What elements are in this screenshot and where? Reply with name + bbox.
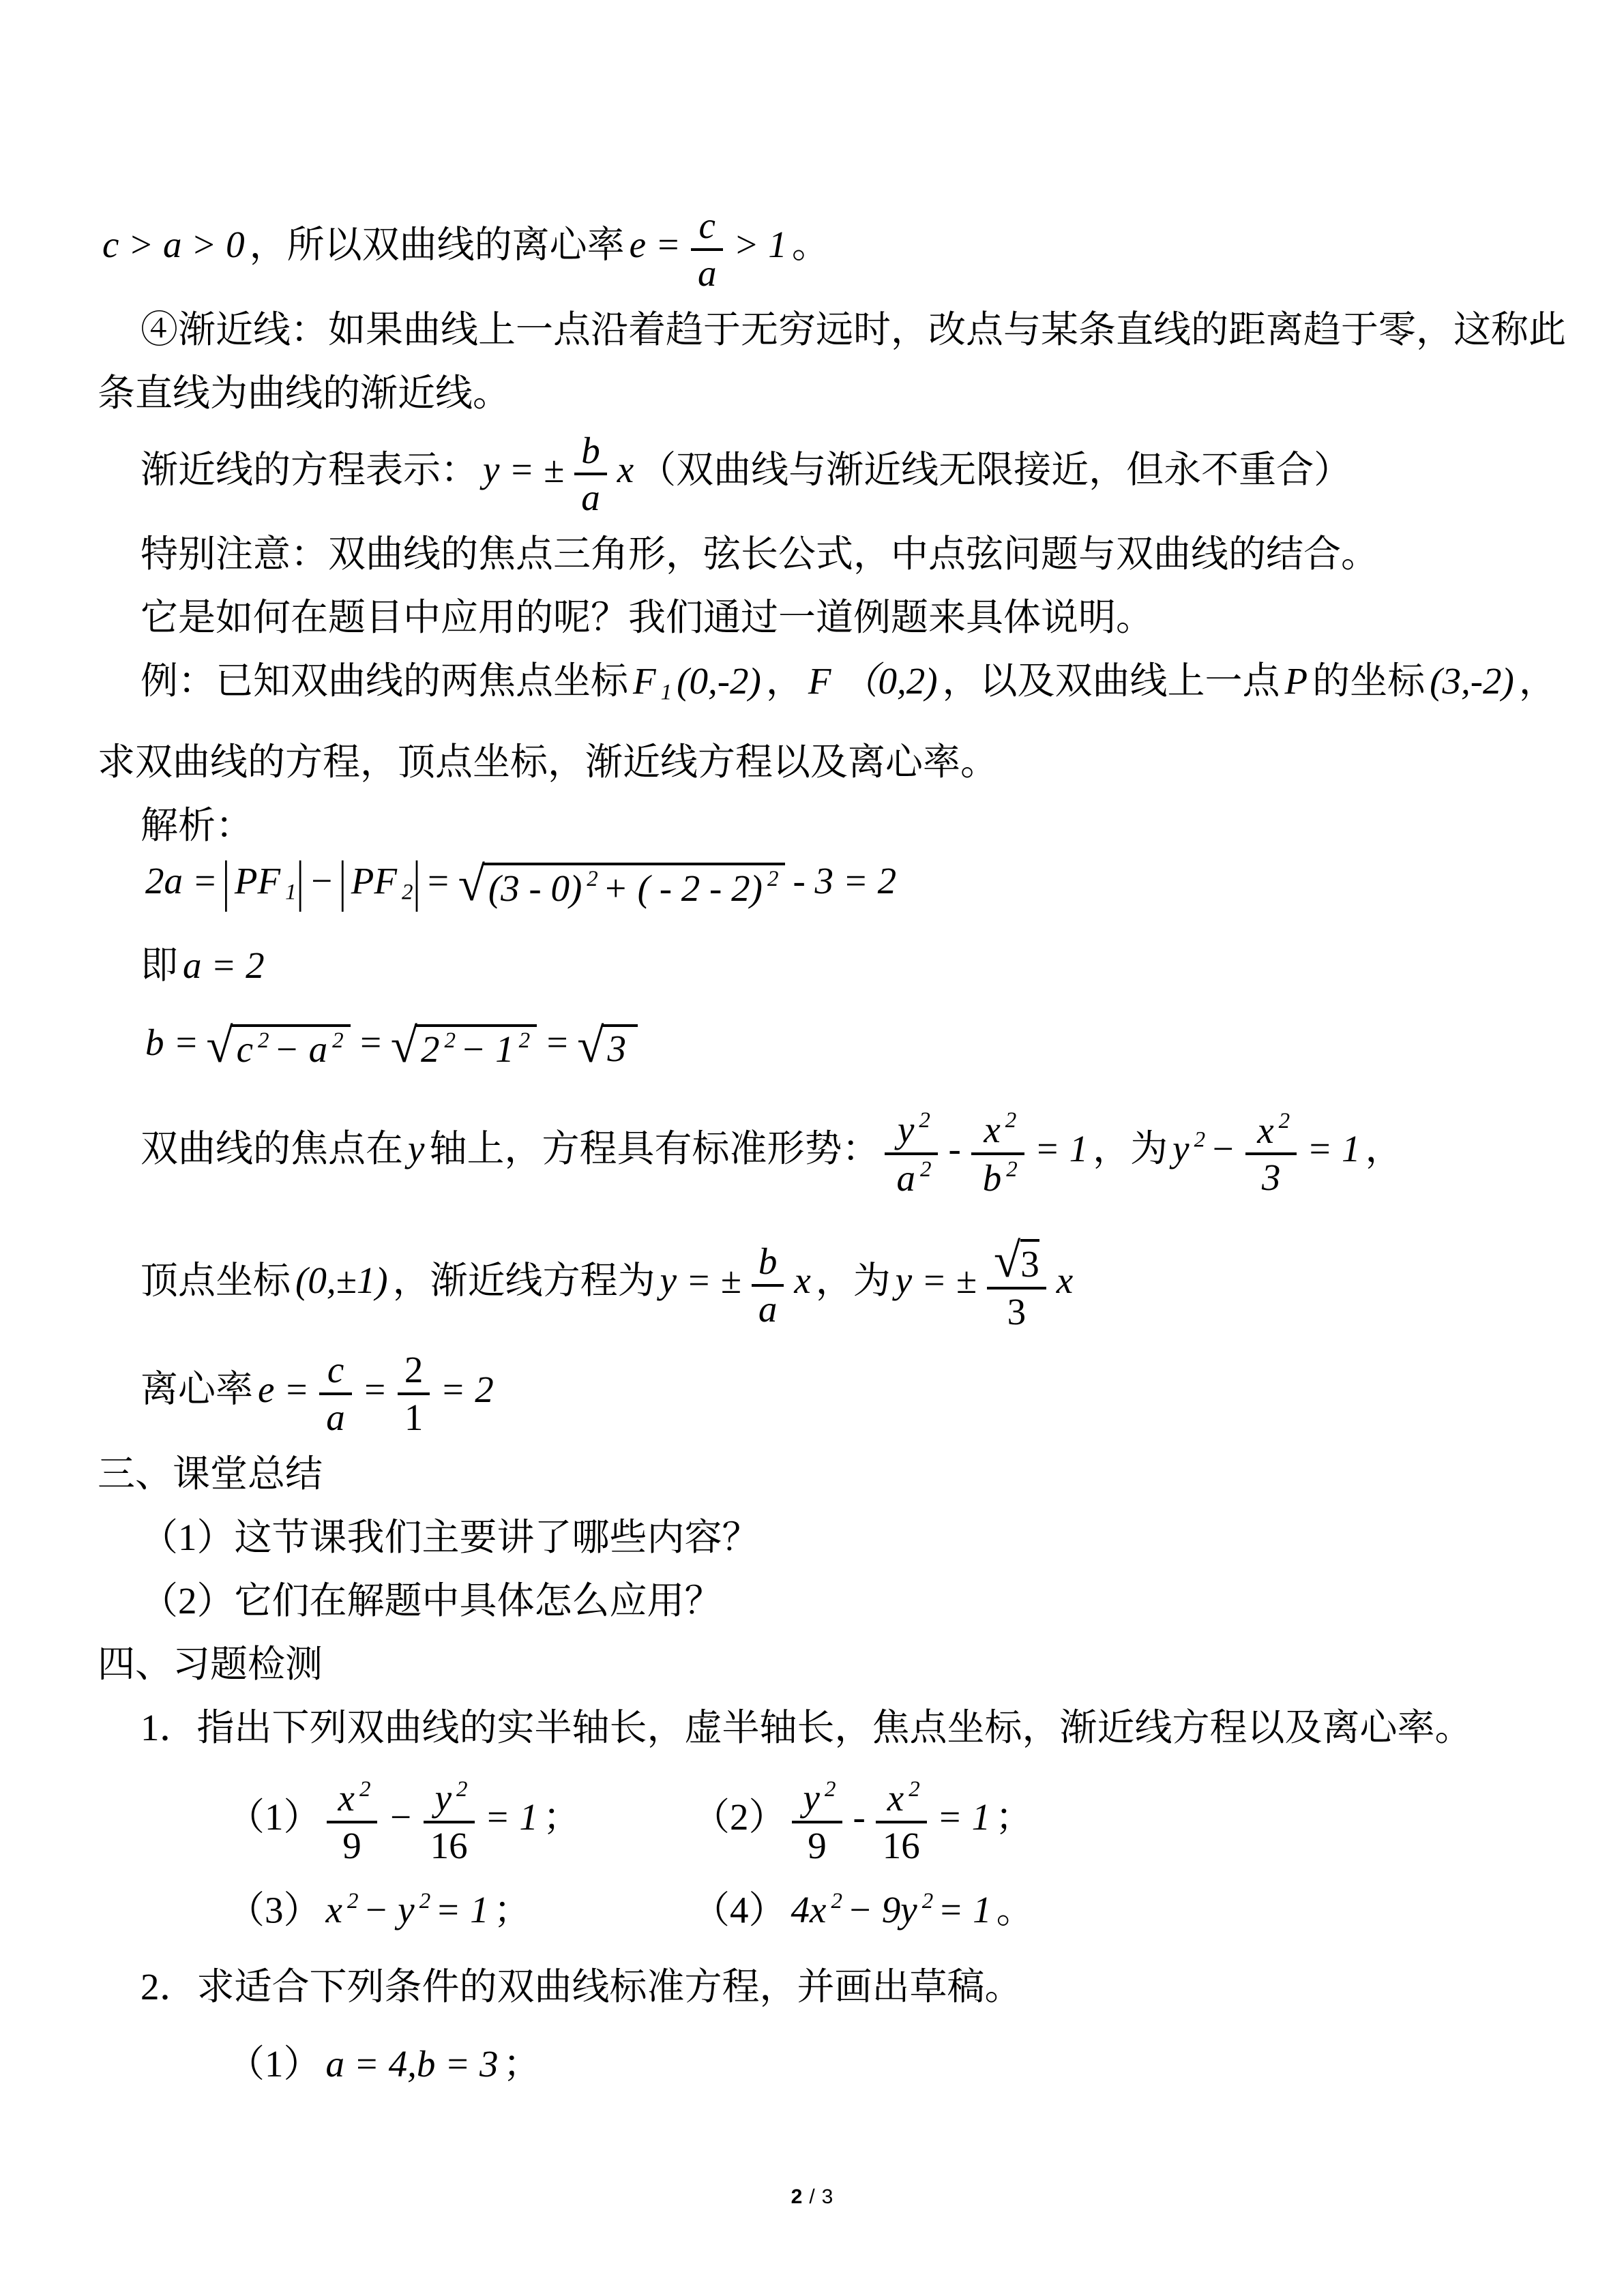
numerator: c: [319, 1349, 352, 1395]
numerator: b: [574, 430, 607, 476]
denominator: 1: [404, 1397, 424, 1439]
radicand: 3: [1020, 1239, 1039, 1285]
fraction: [691, 205, 724, 293]
exercise-item-3: [98, 1888, 692, 1931]
math-run: −: [387, 1795, 413, 1838]
math-run: PF: [351, 860, 397, 902]
exercise-row-1: [98, 1776, 1529, 1866]
superscript: 2: [831, 1888, 842, 1913]
text-run: 。: [996, 1889, 1034, 1931]
subscript: 1: [285, 880, 297, 905]
abs-bar: |: [222, 850, 230, 912]
radicand: [482, 863, 786, 909]
paragraph-summary-q1: [98, 1516, 1529, 1558]
text-run: 特别注意：双曲线的焦点三角形，弦长公式，中点弦问题与双曲线的结合。: [141, 533, 1379, 575]
math-run: x: [794, 1259, 811, 1302]
exercise-item-2: [692, 1776, 1033, 1866]
math-run: c > a > 0: [102, 224, 245, 266]
math-run: (3 - 0): [488, 867, 582, 909]
text-run: 。: [791, 224, 829, 266]
math-run: y: [803, 1777, 820, 1819]
fraction: [987, 1233, 1046, 1332]
text-run: ，: [1365, 1128, 1403, 1170]
paragraph-exercise-2-prompt: [98, 1968, 1529, 2006]
math-run: a: [896, 1157, 915, 1199]
superscript: 2: [767, 867, 779, 892]
math-run: y = ±: [660, 1259, 741, 1302]
math-run: −: [1210, 1128, 1236, 1170]
radical-sign: √: [390, 1019, 418, 1073]
denominator: 9: [342, 1825, 361, 1866]
paragraph-standard-form: [98, 1107, 1529, 1197]
denominator: [971, 1155, 1024, 1198]
text-run: 条直线为曲线的渐近线。: [98, 372, 511, 414]
superscript: 2: [456, 1776, 468, 1802]
math-run: y = ±: [483, 448, 565, 490]
math-run: =: [425, 860, 451, 902]
superscript: 2: [518, 1028, 531, 1053]
fraction: [319, 1349, 352, 1437]
text-run: 1．指出下列双曲线的实半轴长，虚半轴长，焦点坐标，渐近线方程以及离心率。: [141, 1706, 1473, 1748]
radical: [458, 857, 786, 912]
numerator: b: [752, 1240, 784, 1287]
math-run: = 2: [440, 1368, 494, 1410]
text-run: ；: [995, 1795, 1033, 1838]
paragraph-exercise-1-prompt: [98, 1706, 1529, 1748]
page-number: [0, 2186, 1624, 2209]
superscript: 2: [919, 1108, 930, 1133]
denominator: [885, 1155, 938, 1198]
superscript: 2: [359, 1776, 371, 1802]
equation-2a: [98, 850, 1529, 912]
item-label: （1）: [227, 1795, 321, 1838]
paragraph-example-statement-line2: [98, 741, 1529, 784]
math-run: = 1: [435, 1889, 489, 1931]
math-run: -: [948, 1128, 961, 1170]
math-run: (3,-2): [1430, 660, 1514, 702]
numerator: [1245, 1108, 1297, 1155]
text-run: ④渐近线：如果曲线上一点沿着趋于无穷远时，改点与某条直线的距离趋于零，这称此: [141, 308, 1567, 351]
math-run: −: [460, 1028, 486, 1071]
fraction: [424, 1776, 475, 1866]
math-run: x: [984, 1108, 1001, 1150]
radical-sign: √: [458, 857, 485, 912]
denominator: a: [326, 1397, 345, 1439]
paragraph-a-equals-2: [98, 946, 1529, 984]
text-run: ，以及双曲线上一点: [942, 660, 1280, 702]
math-run: F: [808, 660, 831, 702]
radical-sign: √: [577, 1019, 604, 1073]
math-run: x: [887, 1777, 904, 1819]
fraction: [876, 1776, 927, 1866]
text-run: 轴上，方程具有标准形势：: [429, 1128, 880, 1170]
subscript: 1: [660, 680, 673, 705]
numerator: [885, 1107, 938, 1154]
superscript: 2: [1005, 1108, 1017, 1133]
exercise-item-4: [692, 1888, 1034, 1931]
item-label: （1）: [227, 2043, 321, 2085]
math-run: a = 2: [183, 944, 265, 986]
radical: [206, 1019, 350, 1073]
text-run: 顶点坐标: [141, 1259, 291, 1302]
superscript: 2: [258, 1028, 269, 1053]
abs-bar: |: [338, 850, 346, 912]
math-run: 2a =: [145, 860, 218, 902]
current-page-number: 2: [791, 2186, 803, 2208]
item-label: （3）: [227, 1889, 321, 1931]
numerator: [987, 1233, 1046, 1289]
paragraph-eccentricity-result: [98, 1349, 1529, 1437]
superscript: 2: [1278, 1109, 1290, 1134]
math-run: - 3 = 2: [793, 860, 897, 902]
math-run: x: [1257, 1109, 1274, 1151]
item-label: （2）: [692, 1795, 786, 1838]
math-run: x: [325, 1889, 342, 1931]
fraction: [971, 1107, 1024, 1197]
superscript: 2: [1194, 1127, 1206, 1152]
paragraph-asymptote-equation: [98, 430, 1529, 518]
text-run: ，: [765, 660, 803, 702]
numerator: [876, 1776, 927, 1823]
math-run: y = ±: [895, 1259, 977, 1302]
text-run: （双曲线与渐近线无限接近，但永不重合）: [638, 448, 1352, 490]
math-run: y: [408, 1128, 425, 1170]
item-label: （4）: [692, 1889, 786, 1931]
text-run: 解析：: [141, 805, 254, 847]
superscript: 2: [909, 1776, 920, 1802]
text-run: ；: [503, 2043, 541, 2085]
numerator: [971, 1107, 1024, 1154]
math-run: 1: [495, 1028, 514, 1071]
exercise-item-1: [98, 1776, 692, 1866]
text-run: ；: [493, 1889, 531, 1931]
total-pages: 3: [821, 2186, 833, 2208]
radical-sign: √: [993, 1233, 1021, 1287]
superscript: 2: [824, 1776, 836, 1802]
math-run: x: [1056, 1259, 1074, 1302]
math-run: = 1: [938, 1889, 992, 1931]
text-run: ，: [1518, 660, 1556, 702]
text-run: ，渐近线方程为: [392, 1259, 655, 1302]
paragraph-eccentricity-conclusion: [98, 205, 1529, 293]
paragraph-summary-q2: [98, 1579, 1529, 1622]
math-run: − y: [363, 1889, 415, 1931]
text-run: 离心率: [141, 1368, 254, 1410]
text-run: ，所以双曲线的离心率: [249, 224, 625, 266]
paragraph-asymptote-definition-line1: [98, 308, 1567, 351]
page-number-separator: /: [809, 2186, 815, 2208]
paragraph-solution-label: [98, 805, 1529, 847]
math-run: > 1: [733, 224, 787, 266]
exercise-2-item-1: [98, 2045, 1529, 2083]
math-run: （0,2): [840, 660, 938, 702]
radical: [390, 1019, 537, 1073]
math-run: + ( - 2 - 2): [602, 867, 763, 909]
math-run: y: [897, 1108, 915, 1150]
text-run: ；: [542, 1795, 580, 1838]
denominator: 9: [808, 1825, 827, 1866]
text-run: 渐近线的方程表示：: [141, 448, 479, 490]
math-run: (0,±1): [295, 1259, 388, 1302]
math-run: 3: [1261, 1157, 1281, 1199]
equation-b: [98, 1019, 1529, 1073]
math-run: − 9y: [846, 1889, 917, 1931]
numerator: 2: [398, 1349, 430, 1395]
math-run: =: [361, 1368, 387, 1410]
numerator: [424, 1776, 475, 1823]
math-run: =: [544, 1021, 570, 1063]
section-heading-exercises: [98, 1645, 1529, 1683]
math-run: PF: [234, 860, 281, 902]
numerator: [792, 1776, 843, 1823]
fraction: [792, 1776, 843, 1866]
superscript: 2: [346, 1888, 359, 1913]
numerator: c: [691, 205, 724, 251]
abs-bar: |: [296, 850, 304, 912]
numerator: [327, 1776, 378, 1823]
text-run: 它是如何在题目中应用的呢？我们通过一道例题来具体说明。: [141, 597, 1154, 638]
superscript: 2: [444, 1028, 456, 1053]
math-run: = 1: [484, 1795, 538, 1838]
fraction: [752, 1240, 784, 1329]
math-run: a = 4,b = 3: [325, 2043, 499, 2085]
math-run: = 1: [936, 1795, 991, 1838]
text-run: 例：已知双曲线的两焦点坐标: [141, 660, 629, 702]
math-run: = 1: [1034, 1128, 1089, 1170]
radicand: [415, 1024, 537, 1071]
paragraph-vertices-asymptotes: [98, 1233, 1529, 1332]
math-run: x: [617, 448, 634, 490]
math-run: F: [633, 660, 656, 702]
text-run: 即: [141, 944, 179, 986]
text-run: 求双曲线的方程，顶点坐标，渐近线方程以及离心率。: [98, 741, 999, 784]
math-run: -: [853, 1795, 866, 1838]
math-run: = 1: [1307, 1128, 1361, 1170]
superscript: 2: [419, 1888, 431, 1913]
denominator: 3: [1007, 1290, 1027, 1332]
denominator: a: [758, 1287, 778, 1330]
text-run: 四、习题检测: [98, 1643, 323, 1685]
fraction: [1245, 1108, 1297, 1197]
math-run: 2: [421, 1028, 440, 1071]
section-heading-summary: [98, 1452, 1529, 1495]
math-run: y: [1172, 1128, 1190, 1170]
fraction: [327, 1776, 378, 1866]
denominator: a: [581, 477, 600, 519]
superscript: 2: [921, 1888, 934, 1913]
fraction: [574, 430, 607, 518]
denominator: a: [697, 252, 717, 294]
math-run: 3: [607, 1028, 627, 1070]
subscript: 2: [401, 880, 413, 905]
radicand: [231, 1024, 351, 1071]
text-run: 双曲线的焦点在: [141, 1128, 404, 1170]
superscript: 2: [919, 1157, 932, 1182]
denominator: [1245, 1155, 1297, 1197]
text-run: ，为: [1093, 1128, 1168, 1170]
math-run: x: [338, 1777, 355, 1819]
superscript: 2: [332, 1028, 344, 1053]
math-run: b: [982, 1157, 1002, 1199]
math-run: y: [434, 1777, 452, 1819]
abs-bar: |: [413, 850, 421, 912]
paragraph-application-question: [98, 599, 1529, 636]
fraction: [398, 1349, 430, 1437]
superscript: 2: [1006, 1157, 1018, 1182]
text-run: 三、课堂总结: [98, 1452, 323, 1495]
denominator: 16: [430, 1825, 468, 1866]
text-run: （1）这节课我们主要讲了哪些内容？: [141, 1516, 760, 1558]
radical-sign: √: [206, 1019, 233, 1073]
math-run: b =: [145, 1021, 199, 1063]
math-run: c: [236, 1028, 254, 1071]
radicand: [602, 1024, 638, 1070]
paragraph-example-statement-line1: [98, 660, 1556, 705]
exercise-row-2: [98, 1888, 1529, 1931]
radical: [577, 1019, 638, 1073]
math-run: e =: [258, 1368, 310, 1410]
math-run: =: [357, 1021, 383, 1063]
paragraph-special-note: [98, 535, 1529, 573]
text-run: 2．求适合下列条件的双曲线标准方程，并画出草稿。: [141, 1966, 1022, 2008]
math-run: a: [308, 1028, 328, 1071]
fraction: [885, 1107, 938, 1197]
math-run: e =: [629, 224, 681, 266]
text-run: 的坐标: [1312, 660, 1426, 702]
text-run: （2）它们在解题中具体怎么应用？: [141, 1579, 722, 1622]
math-run: P: [1284, 660, 1308, 702]
superscript: 2: [587, 867, 598, 892]
math-run: −: [308, 860, 334, 902]
denominator: 16: [882, 1825, 920, 1866]
math-run: 4x: [791, 1889, 827, 1931]
paragraph-asymptote-definition-line2: [98, 374, 1529, 412]
math-run: (0,-2): [677, 660, 761, 702]
math-run: −: [274, 1028, 299, 1071]
text-run: ，为: [815, 1259, 891, 1302]
